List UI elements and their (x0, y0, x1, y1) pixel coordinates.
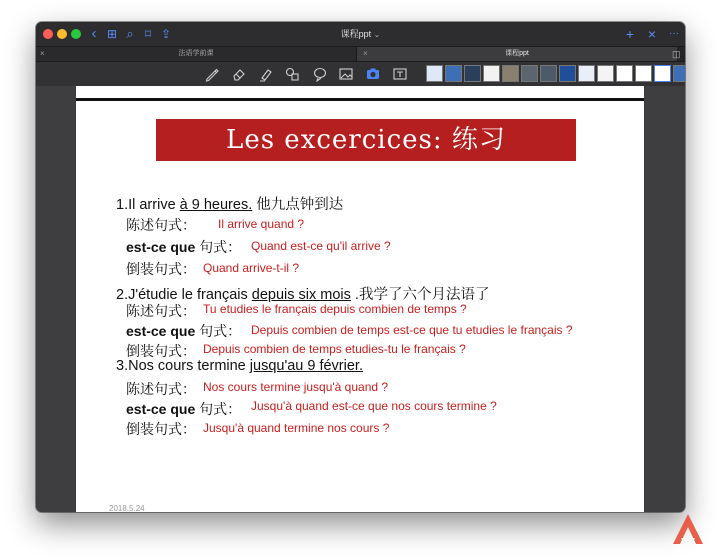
tab-close-icon[interactable]: × (40, 49, 45, 58)
sentence-prefix: Nos cours termine (128, 358, 250, 374)
tab-bar (36, 46, 685, 62)
app-logo-icon (667, 512, 709, 548)
exercise-row (126, 419, 196, 439)
exercise-row (126, 399, 241, 419)
slide-title: Les excercices: 练习 (226, 125, 506, 155)
camera-icon[interactable] (365, 66, 381, 82)
answer-text: Quand est-ce qu'il arrive ? (251, 239, 391, 253)
sentence-prefix: J'étudie le français (128, 287, 252, 303)
sentence-translation: .我学了六个月法语了 (350, 287, 490, 303)
grid-icon[interactable]: ⊞ (106, 27, 118, 41)
row-label-bold: est-ce que (126, 401, 196, 417)
row-label: 陈述句式： (126, 303, 196, 319)
annotation-toolbar (36, 62, 685, 86)
answer-text: Depuis combien de temps est-ce que tu etudies le français ? (251, 323, 573, 337)
page-thumbnail[interactable] (673, 65, 685, 82)
tab-label: 课程ppt (505, 50, 529, 57)
eraser-icon[interactable] (231, 66, 247, 82)
tab-french-prep[interactable] (36, 47, 357, 61)
lasso-icon[interactable] (284, 66, 300, 82)
page-thumbnail[interactable] (616, 65, 633, 82)
answer-text: Quand arrive-t-il ? (203, 261, 300, 275)
page-thumbnail[interactable] (540, 65, 557, 82)
row-label: 陈述句式： (126, 217, 196, 233)
slide-page (76, 86, 644, 512)
row-label-bold: est-ce que (126, 323, 196, 339)
more-icon[interactable]: ··· (669, 28, 679, 39)
shapes-icon[interactable] (312, 66, 328, 82)
exercise-row (126, 237, 241, 257)
sentence-underlined: à 9 heures. (179, 197, 253, 213)
row-label: 句式： (195, 323, 242, 339)
document-title-text: 课程ppt (340, 29, 372, 39)
page-thumbnail[interactable] (635, 65, 652, 82)
page-thumbnail[interactable] (483, 65, 500, 82)
item-number: 3. (116, 358, 129, 374)
tab-label: 法语学前课 (178, 50, 214, 57)
page-thumbnail[interactable] (597, 65, 614, 82)
row-label: 倒装句式： (126, 261, 196, 277)
row-label: 倒装句式： (126, 421, 196, 437)
exercise-row (126, 215, 196, 235)
pen-icon[interactable] (204, 66, 220, 82)
answer-text: Depuis combien de temps etudies-tu le français ? (203, 342, 466, 356)
page-thumbnail-strip[interactable] (426, 65, 685, 83)
tab-close-icon[interactable]: × (363, 49, 368, 58)
exercise-row (126, 301, 196, 321)
answer-text: Tu etudies le français depuis combien de temps ? (203, 302, 467, 316)
answer-text: Nos cours termine jusqu'à quand ? (203, 380, 389, 394)
exercise-row (126, 259, 196, 279)
page-thumbnail[interactable] (464, 65, 481, 82)
slide-date: 2018.5.24 (109, 504, 145, 512)
close-icon[interactable]: × (647, 26, 657, 42)
text-box-icon[interactable] (392, 66, 408, 82)
sentence-underlined: depuis six mois (251, 287, 351, 303)
exercise-sentence-1 (116, 193, 343, 214)
page-thumbnail[interactable] (445, 65, 462, 82)
answer-text: Jusqu'à quand termine nos cours ? (203, 421, 390, 435)
page-thumbnail[interactable] (559, 65, 576, 82)
page-thumbnail[interactable] (521, 65, 538, 82)
row-label: 句式： (195, 401, 242, 417)
bookmark-icon[interactable]: ⌑ (144, 27, 152, 41)
answer-text: Il arrive quand ? (218, 217, 305, 231)
exercise-row (126, 321, 241, 341)
chevron-down-icon: ⌄ (373, 30, 381, 39)
page-thumbnail[interactable] (502, 65, 519, 82)
item-number: 1. (116, 197, 129, 213)
page-thumbnail-current[interactable] (654, 65, 671, 82)
page-divider (76, 98, 644, 101)
answer-text: Jusqu'à quand est-ce que nos cours termine ? (251, 399, 497, 413)
share-icon[interactable]: ⇪ (160, 27, 172, 41)
page-thumbnail[interactable] (426, 65, 443, 82)
page-thumbnail[interactable] (578, 65, 595, 82)
tab-course-ppt[interactable] (357, 47, 677, 61)
document-title[interactable] (36, 22, 685, 46)
row-label-bold: est-ce que (126, 239, 196, 255)
document-viewer[interactable] (36, 86, 685, 512)
row-label: 陈述句式： (126, 381, 196, 397)
sidebar-toggle-icon[interactable]: ◫ (672, 49, 681, 59)
item-number: 2. (116, 287, 129, 303)
row-label: 倒装句式： (126, 343, 196, 359)
back-icon[interactable]: ‹ (91, 25, 97, 42)
sentence-translation: 他九点钟到达 (252, 197, 344, 213)
search-icon[interactable]: ⌕ (126, 26, 134, 41)
add-icon[interactable]: + (625, 26, 635, 42)
exercise-sentence-3 (116, 358, 363, 374)
row-label: 句式： (195, 239, 242, 255)
slide-title-banner (156, 119, 576, 161)
app-window (36, 22, 685, 512)
title-bar (36, 22, 685, 46)
exercise-row (126, 379, 196, 399)
image-icon[interactable] (338, 66, 354, 82)
sentence-underlined: jusqu'au 9 février. (249, 358, 363, 374)
highlighter-icon[interactable] (258, 66, 274, 82)
sentence-prefix: Il arrive (128, 197, 180, 213)
